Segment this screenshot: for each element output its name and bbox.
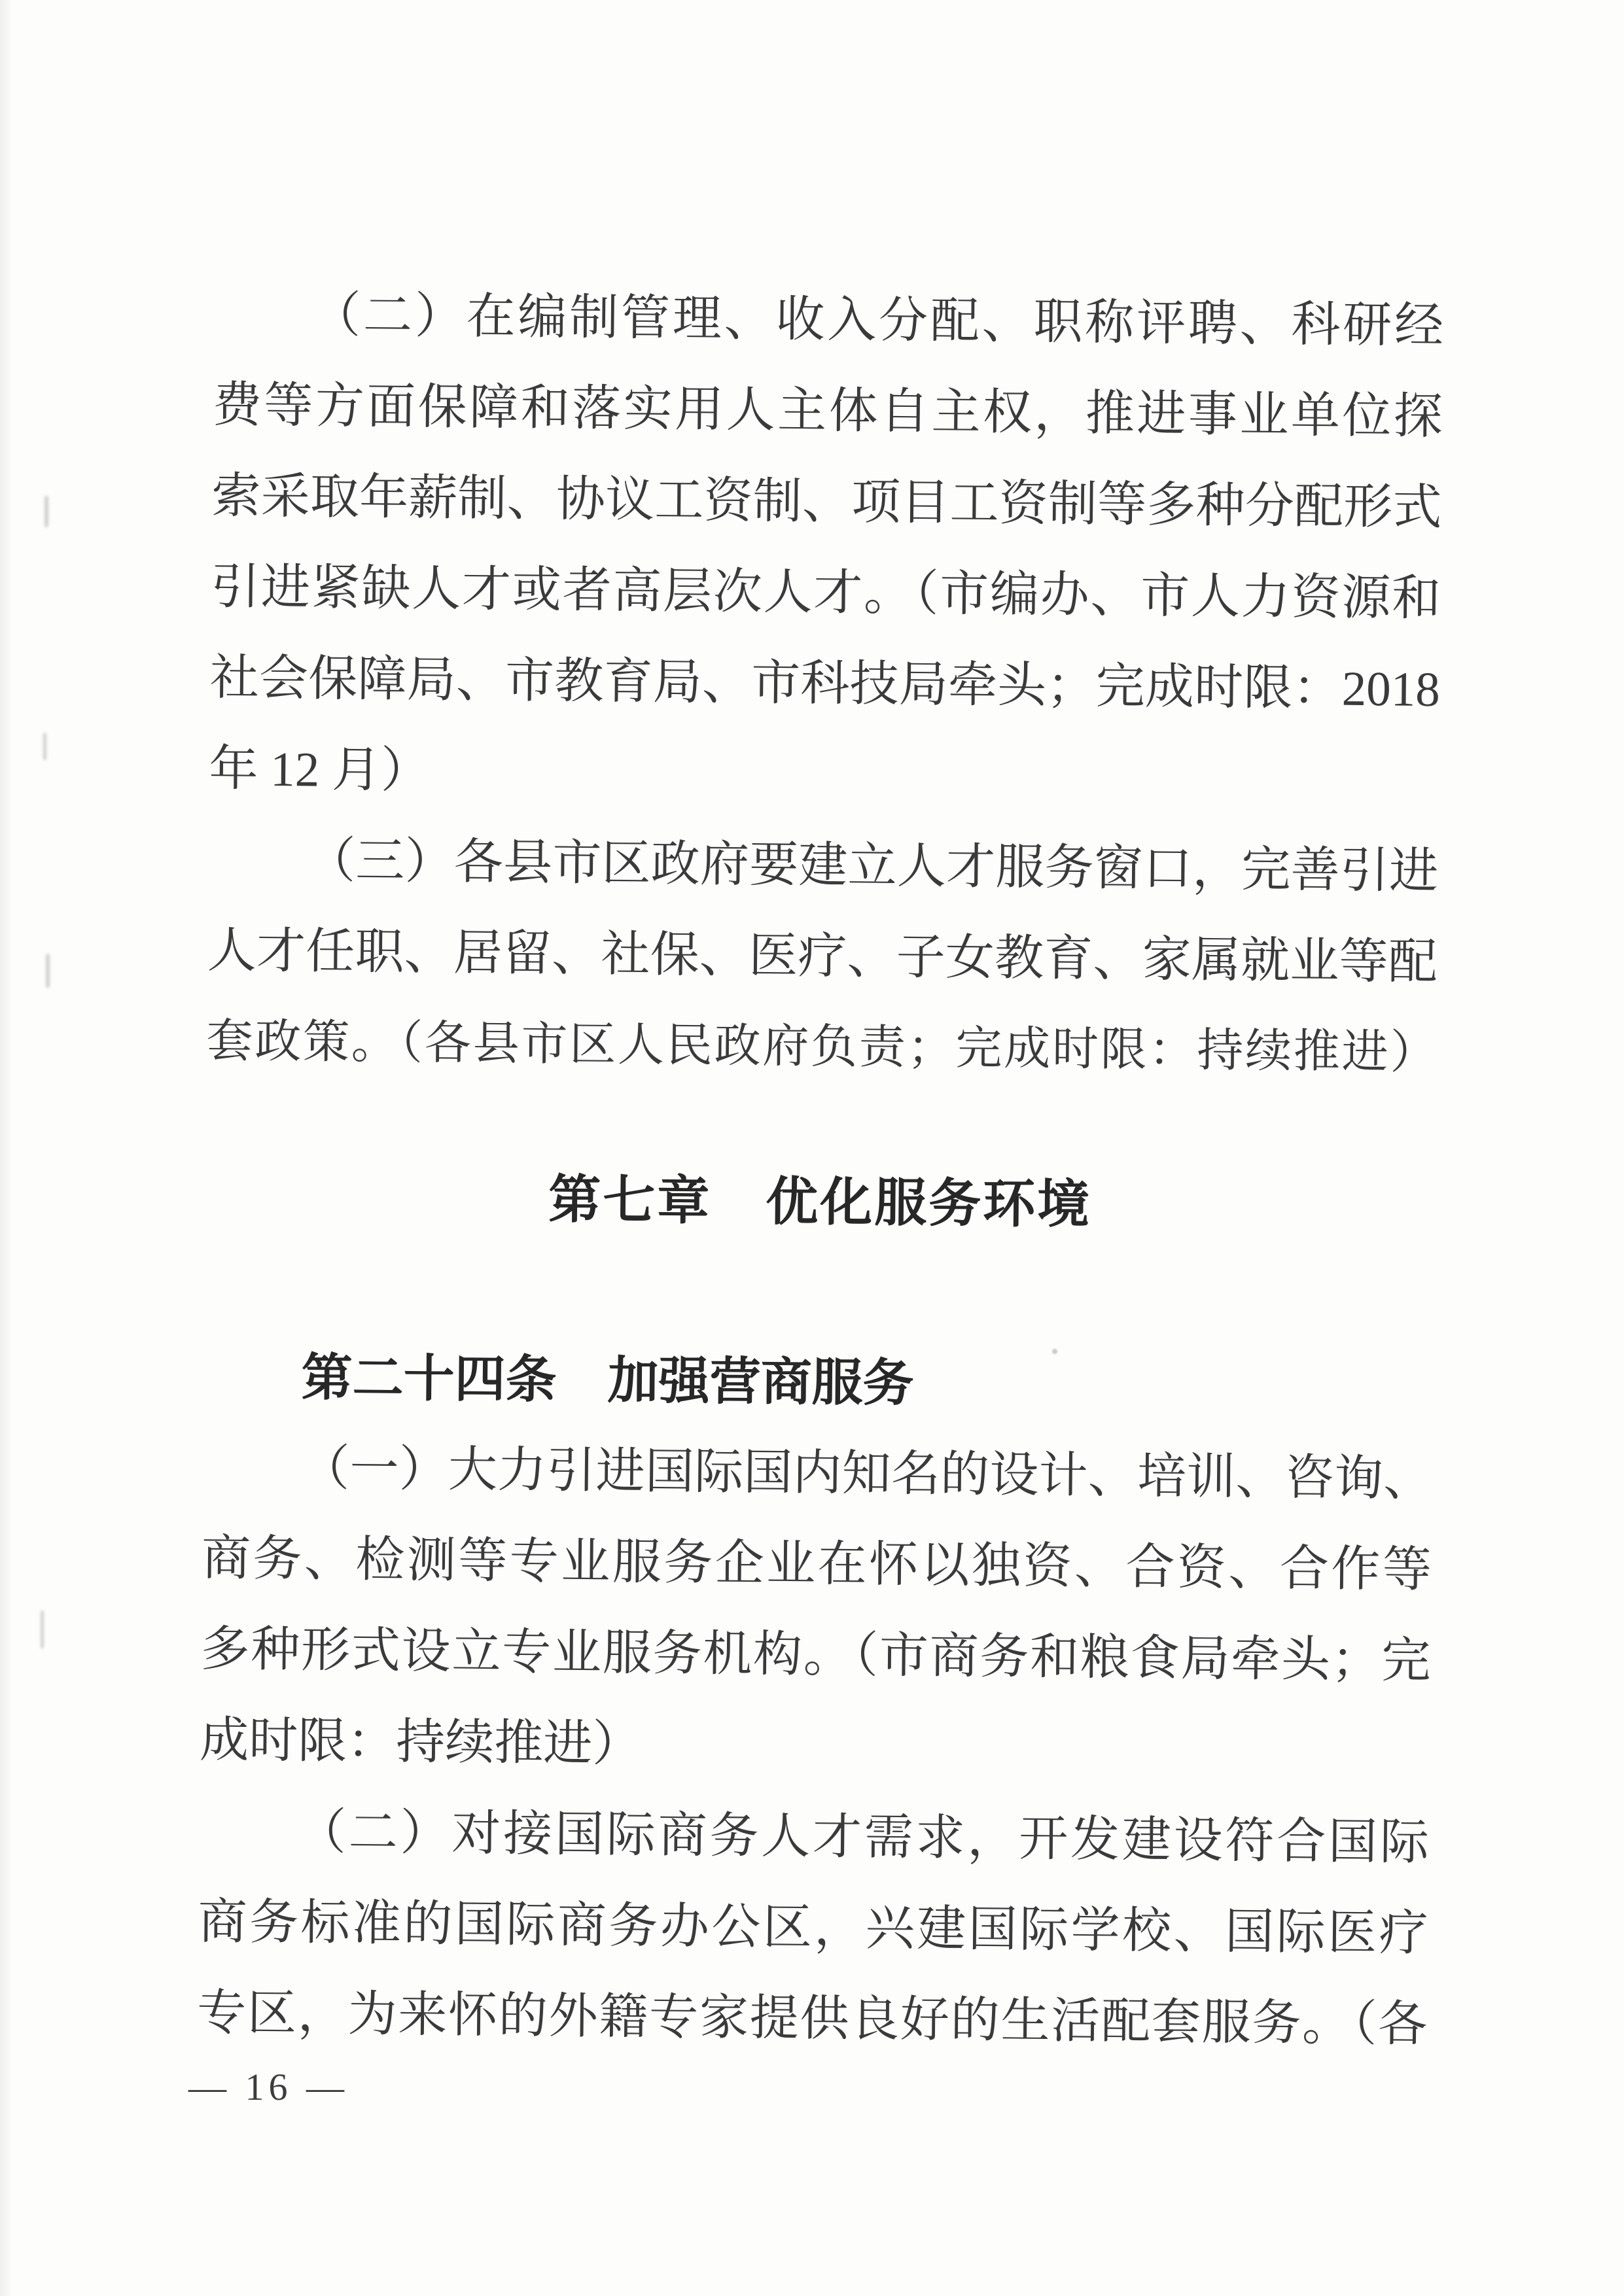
para-line: 索采取年薪制、协议工资制、项目工资制等多种分配形式 bbox=[211, 469, 1442, 536]
para-line: 套政策。（各县市区人民政府负责；完成时限：持续推进） bbox=[206, 1015, 1437, 1079]
para-line: 社会保障局、市教育局、市科技局牵头；完成时限：2018 bbox=[209, 651, 1441, 718]
para-line: （二）在编制管理、收入分配、职称评聘、科研经 bbox=[311, 288, 1444, 354]
para-line: 引进紧缺人才或者高层次人才。（市编办、市人力资源和 bbox=[210, 560, 1441, 627]
scan-smudge bbox=[41, 1610, 44, 1648]
page-number: — 16 — bbox=[188, 2066, 349, 2108]
para-line: 专区，为来怀的外籍专家提供良好的生活配套服务。（各 bbox=[196, 1985, 1428, 2052]
article-heading: 第二十四条 加强营商服务 bbox=[301, 1348, 914, 1412]
scan-smudge bbox=[43, 733, 46, 760]
para-line: （二）对接国际商务人才需求，开发建设符合国际 bbox=[296, 1805, 1430, 1870]
para-line: 费等方面保障和落实用人主体自主权，推进事业单位探 bbox=[212, 378, 1443, 445]
para-line: 商务标准的国际商务办公区，兴建国际学校、国际医疗 bbox=[198, 1894, 1428, 1961]
para-line: 商务、检测等专业服务企业在怀以独资、合资、合作等 bbox=[201, 1531, 1432, 1597]
para-line: 人才任职、居留、社保、医疗、子女教育、家属就业等配 bbox=[207, 923, 1438, 990]
para-line: 多种形式设立专业服务机构。（市商务和粮食局牵头；完 bbox=[200, 1622, 1431, 1688]
chapter-heading: 第七章 优化服务环境 bbox=[548, 1170, 1092, 1234]
para-line: 年 12 月） bbox=[209, 742, 431, 799]
scan-smudge bbox=[46, 954, 50, 988]
para-line: 成时限：持续推进） bbox=[199, 1713, 642, 1772]
scan-smudge bbox=[44, 496, 48, 527]
para-line: （三）各县市区政府要建立人才服务窗口，完善引进 bbox=[306, 833, 1439, 899]
document-text bbox=[197, 269, 1444, 2070]
para-line: （一）大力引进国际国内知名的设计、培训、咨询、 bbox=[300, 1441, 1433, 1506]
